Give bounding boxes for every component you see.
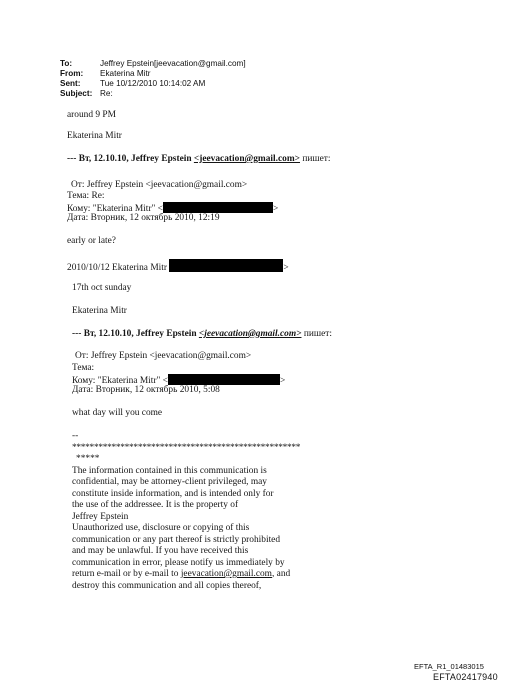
email-header	[60, 59, 246, 99]
disclaimer-line-5: Jeffrey Epstein	[72, 512, 129, 522]
quote-header-2-post: пишет:	[301, 329, 332, 339]
body-line-4: От: Jeffrey Epstein <jeevacation@gmail.com>	[71, 180, 248, 190]
to-label: To:	[60, 59, 73, 68]
to-field-2-post: >	[279, 376, 286, 386]
disclaimer-line-7: communication or any part thereof is strictly prohibited	[72, 535, 281, 545]
from-value: Ekaterina Mitr	[100, 69, 151, 78]
quote-header-1	[67, 154, 330, 165]
disclaimer-email: jeevacation@gmail.com	[180, 569, 272, 579]
to-value: Jeffrey Epstein[jeevacation@gmail.com]	[100, 59, 246, 68]
body-line-8: early or late?	[67, 236, 116, 246]
asterisk-line-1: ****************************************************	[72, 443, 301, 453]
body-line-5: Тема: Re:	[67, 191, 105, 201]
to-field-2-pre: Кому: "Ekaterina Mitr" <	[72, 376, 168, 386]
body-line-17: what day will you come	[72, 408, 163, 418]
asterisk-line-2: *****	[76, 454, 100, 464]
disclaimer-line-10-post: , and	[271, 569, 291, 579]
disclaimer-line-10	[72, 569, 290, 580]
redaction-box	[169, 259, 283, 272]
quote-intro-pre: 2010/10/12 Ekaterina Mitr	[67, 263, 170, 273]
signature-separator: --	[72, 431, 79, 441]
disclaimer-line-1: The information contained in this communication is	[72, 466, 267, 476]
body-line-11: Ekaterina Mitr	[72, 306, 127, 316]
disclaimer-line-9: communication in error, please notify us immediately by	[72, 558, 285, 568]
redaction-box	[163, 202, 273, 213]
subject-label: Subject:	[60, 89, 93, 98]
body-line-10: 17th oct sunday	[72, 283, 132, 293]
body-line-1: around 9 PM	[67, 110, 116, 120]
disclaimer-line-6: Unauthorized use, disclosure or copying of this	[72, 523, 250, 533]
disclaimer-line-3: constitute inside information, and is intended only for	[72, 489, 274, 499]
quote-header-1-pre: --- Вт, 12.10.10, Jeffrey Epstein	[67, 154, 194, 164]
bates-id-2: EFTA02417940	[433, 672, 498, 682]
to-row	[60, 59, 246, 69]
disclaimer-line-2: confidential, may be attorney-client privileged, may	[72, 477, 267, 487]
disclaimer-line-11: destroy this communication and all copies thereof,	[72, 581, 262, 591]
redaction-box	[168, 374, 280, 385]
disclaimer-line-8: and may be unlawful. If you have received this	[72, 546, 249, 556]
from-row	[60, 69, 246, 79]
quote-header-2-pre: --- Вт, 12.10.10, Jeffrey Epstein	[72, 329, 199, 339]
to-field-post: >	[272, 204, 279, 214]
to-field-pre: Кому: "Ekaterina Mitr" <	[67, 204, 163, 214]
sent-label: Sent:	[60, 79, 81, 88]
body-line-13: От: Jeffrey Epstein <jeevacation@gmail.com>	[75, 351, 252, 361]
subject-value: Re:	[100, 89, 113, 98]
subject-row	[60, 89, 246, 99]
sent-row	[60, 79, 246, 89]
body-line-9	[67, 259, 289, 274]
quote-header-2	[72, 329, 332, 340]
quote-header-1-email: <jeevacation@gmail.com>	[193, 154, 300, 164]
bates-id-1: EFTA_R1_01483015	[414, 662, 484, 671]
quote-header-2-email: <jeevacation@gmail.com>	[198, 329, 302, 339]
body-line-7: Дата: Вторник, 12 октябрь 2010, 12:19	[67, 213, 220, 223]
disclaimer-line-10-pre: return e-mail or by e-mail to	[72, 569, 181, 579]
body-line-16: Дата: Вторник, 12 октябрь 2010, 5:08	[72, 385, 220, 395]
from-label: From:	[60, 69, 84, 78]
sent-value: Tue 10/12/2010 10:14:02 AM	[100, 79, 206, 88]
body-line-14: Тема:	[72, 363, 95, 373]
quote-intro-post: >	[283, 263, 289, 273]
body-line-2: Ekaterina Mitr	[67, 131, 122, 141]
quote-header-1-post: пишет:	[300, 154, 331, 164]
disclaimer-line-4: the use of the addressee. It is the property of	[72, 500, 239, 510]
